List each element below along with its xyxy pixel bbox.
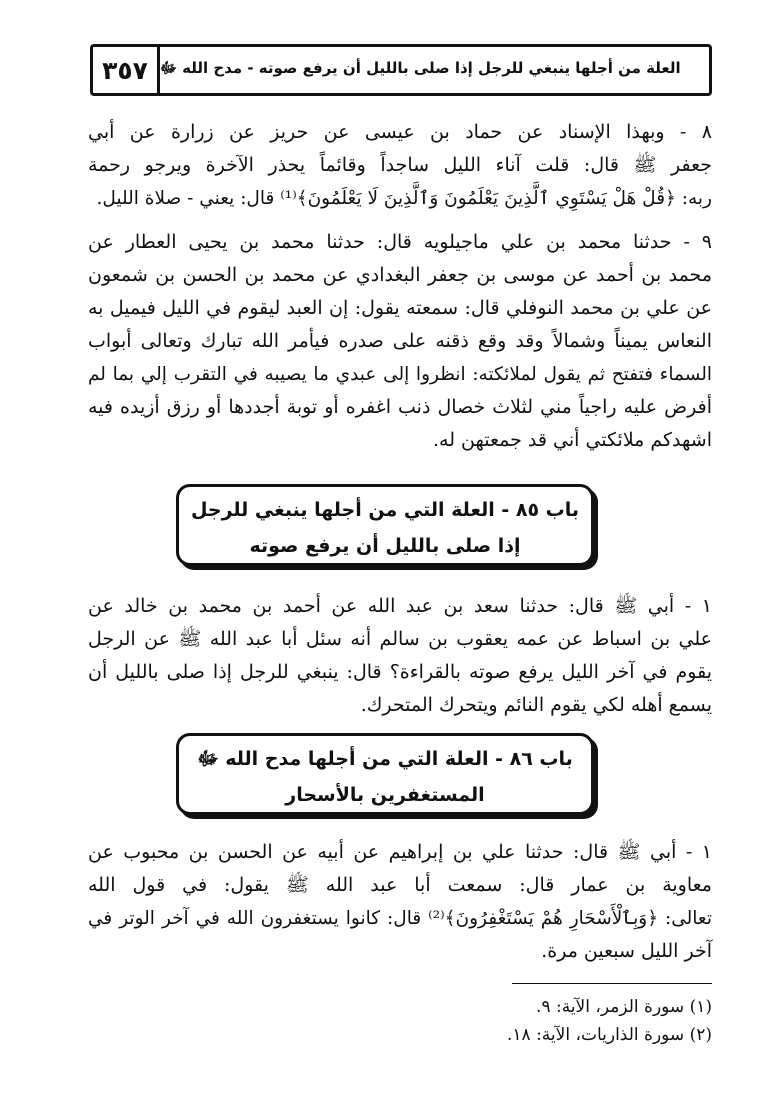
hadith-86-1 (88, 836, 712, 968)
text-line: ربه: ﴿قُلْ هَلْ يَسْتَوِي ٱلَّذِينَ يَعْلَمُونَ وَٱلَّذِينَ لَا يَعْلَمُونَ﴾⁽¹⁾ قال: يعني - صلاة الليل. (96, 188, 712, 209)
text-line: ٩ - حدثنا محمد بن علي ماجيلويه قال: حدثنا محمد بن يحيى العطار عن (88, 231, 712, 253)
text-line: السماء فتفتح ثم يقول لملائكته: انظروا إلى عبدي ما يصيبه في التقرب إلي بما لم (88, 364, 712, 385)
footnote-2: (٢) سورة الذاريات، الآية: ١٨. (507, 1025, 712, 1045)
text-line: محمد بن أحمد عن موسى بن جعفر البغدادي عن محمد بن الحسن بن شمعون (88, 264, 712, 286)
text-line: ٨ - وبهذا الإسناد عن حماد بن عيسى عن حريز عن زرارة عن أبي (88, 121, 712, 143)
hadith-9 (88, 226, 712, 457)
text-line: يسمع أهله لكي يقوم النائم ويتحرك المتحرك. (360, 694, 712, 716)
text-line: أفرض عليه راجياً مني لثلاث خصال ذنب اغفره أو توبة أجددها أو رزق أزيده فيه (88, 396, 712, 418)
text-line: معاوية بن عمار قال: سمعت أبا عبد الله ﷺ يقول: في قول الله (88, 874, 712, 896)
chapter-heading-line: إذا صلى بالليل أن يرفع صوته (249, 535, 521, 557)
chapter-86-heading (176, 733, 594, 815)
chapter-heading-line: باب ٨٥ - العلة التي من أجلها ينبغي للرجل (190, 499, 580, 521)
chapter-85-heading (176, 484, 594, 566)
page-header (90, 44, 712, 96)
hadith-85-1 (88, 590, 712, 722)
text-line: ١ - أبي ﷺ قال: حدثنا سعد بن عبد الله عن أحمد بن محمد بن خالد عن (88, 595, 712, 617)
footnote-rule (512, 983, 712, 984)
text-line: عن علي بن محمد النوفلي قال: سمعته يقول: إن العبد ليقوم في الليل فيميل به (88, 297, 712, 319)
text-line: يقوم في آخر الليل يرفع صوته بالقراءة؟ قال: ينبغي للرجل إذا صلى بالليل أن (88, 661, 712, 683)
hadith-8 (88, 116, 712, 215)
page-number: ٣٥٧ (93, 47, 160, 93)
text-line: النعاس يميناً وشمالاً وقد وقع ذقنه على صدره فيأمر الله تبارك وتعالى أبواب (88, 330, 712, 352)
text-line: جعفر ﷺ قال: قلت آناء الليل ساجداً وقائماً يحذر الآخرة ويرجو رحمة (88, 154, 712, 176)
chapter-heading-line: المستغفرين بالأسحار (285, 784, 485, 806)
footnote-1: (١) سورة الزمر، الآية: ٩. (536, 997, 712, 1017)
running-title: العلة من أجلها ينبغي للرجل إذا صلى بالليل أن يرفع صوته - مدح الله ﷻ (160, 59, 681, 77)
text-line: ١ - أبي ﷺ قال: حدثنا علي بن إبراهيم عن أبيه عن الحسن بن محبوب عن (88, 841, 712, 863)
text-line: اشهدكم ملائكتي أني قد جمعتهن له. (432, 429, 712, 451)
chapter-heading-line: باب ٨٦ - العلة التي من أجلها مدح الله ﷻ (197, 748, 573, 770)
text-line: تعالى: ﴿وَبِٱلْأَسْحَارِ هُمْ يَسْتَغْفِرُونَ﴾⁽²⁾ قال: كانوا يستغفرون الله في آخر الوتر في (88, 908, 712, 929)
text-line: علي بن اسباط عن عمه يعقوب بن سالم أنه سئل أبا عبد الله ﷺ عن الرجل (88, 628, 712, 650)
text-line: آخر الليل سبعين مرة. (541, 940, 712, 962)
